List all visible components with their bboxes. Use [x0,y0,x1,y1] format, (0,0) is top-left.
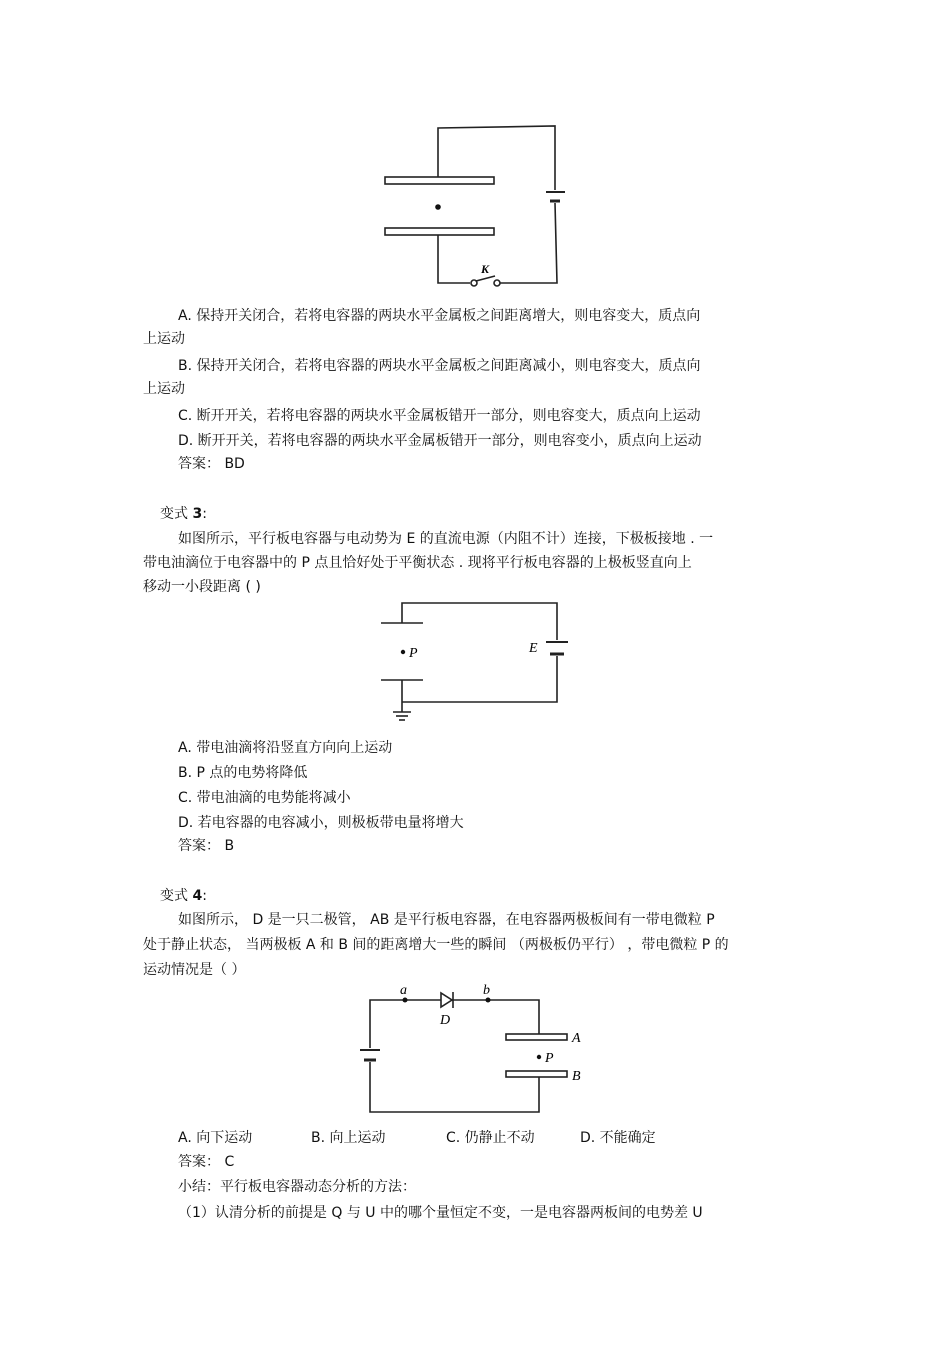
charged-particle [435,204,441,210]
point-label-p: P [545,1051,554,1066]
q4-stem-3: 运动情况是（ ） [143,962,246,978]
q2-answer: 答案： BD [178,456,245,472]
q3-stem-1: 如图所示，平行板电容器与电动势为 E 的直流电源（内阻不计）连接，下极板接地 . 一 [178,531,714,547]
q4-option-d: D. 不能确定 [580,1130,656,1146]
q3-heading-colon: : [202,506,207,522]
q3-option-d: D. 若电容器的电容减小，则极板带电量将增大 [178,815,464,831]
summary-title: 小结：平行板电容器动态分析的方法： [178,1179,416,1195]
switch-label-k: K [481,262,490,276]
q2-option-b-2: 上运动 [143,381,185,397]
q3-heading-number: 3 [192,506,203,522]
diode-label-d: D [440,1013,451,1028]
q4-heading-label: 变式 [160,888,188,904]
point-label-p: P [409,646,418,661]
q4-answer: 答案： C [178,1154,235,1170]
q3-option-b: B. P 点的电势将降低 [178,765,308,781]
charged-droplet-p [401,650,405,654]
q4-stem-2: 处于静止状态， 当两极板 A 和 B 间的距离增大一些的瞬间 （两极板仍平行） ，带电微粒 P 的 [143,937,729,953]
source-label-e: E [529,641,538,656]
q3-heading [160,504,207,524]
plate-label-a: A [572,1031,581,1046]
q3-answer: 答案： B [178,838,235,854]
q4-heading [160,886,207,906]
q4-heading-number: 4 [192,888,203,904]
q4-option-c: C. 仍静止不动 [446,1130,535,1146]
node-a-dot [403,998,408,1003]
q2-option-a-1: A. 保持开关闭合，若将电容器的两块水平金属板之间距离增大，则电容变大，质点向 [178,308,701,324]
q2-option-c: C. 断开开关，若将电容器的两块水平金属板错开一部分，则电容变大，质点向上运动 [178,408,701,424]
node-label-b: b [483,983,490,998]
q3-stem-2: 带电油滴位于电容器中的 P 点且恰好处于平衡状态 . 现将平行板电容器的上极板竖直向上 [143,555,692,571]
q2-option-b-1: B. 保持开关闭合，若将电容器的两块水平金属板之间距离减小，则电容变大，质点向 [178,358,701,374]
q4-stem-1: 如图所示， D 是一只二极管， AB 是平行板电容器，在电容器两极板间有一带电微粒 P [178,912,715,928]
q3-option-c: C. 带电油滴的电势能将减小 [178,790,351,806]
q2-option-d: D. 断开开关，若将电容器的两块水平金属板错开一部分，则电容变小，质点向上运动 [178,433,702,449]
q4-option-a: A. 向下运动 [178,1130,253,1146]
q4-option-b: B. 向上运动 [311,1130,386,1146]
summary-line-1: （1）认清分析的前提是 Q 与 U 中的哪个量恒定不变，一是电容器两板间的电势差 U [178,1205,703,1221]
q2-option-a-2: 上运动 [143,331,185,347]
node-b-dot [486,998,491,1003]
q4-heading-colon: : [202,888,207,904]
q3-heading-label: 变式 [160,506,188,522]
plate-label-b: B [572,1069,581,1084]
node-label-a: a [400,983,407,998]
q3-stem-3: 移动一小段距离 ( ) [143,579,261,595]
charged-particle-p [537,1055,541,1059]
q3-option-a: A. 带电油滴将沿竖直方向向上运动 [178,740,393,756]
